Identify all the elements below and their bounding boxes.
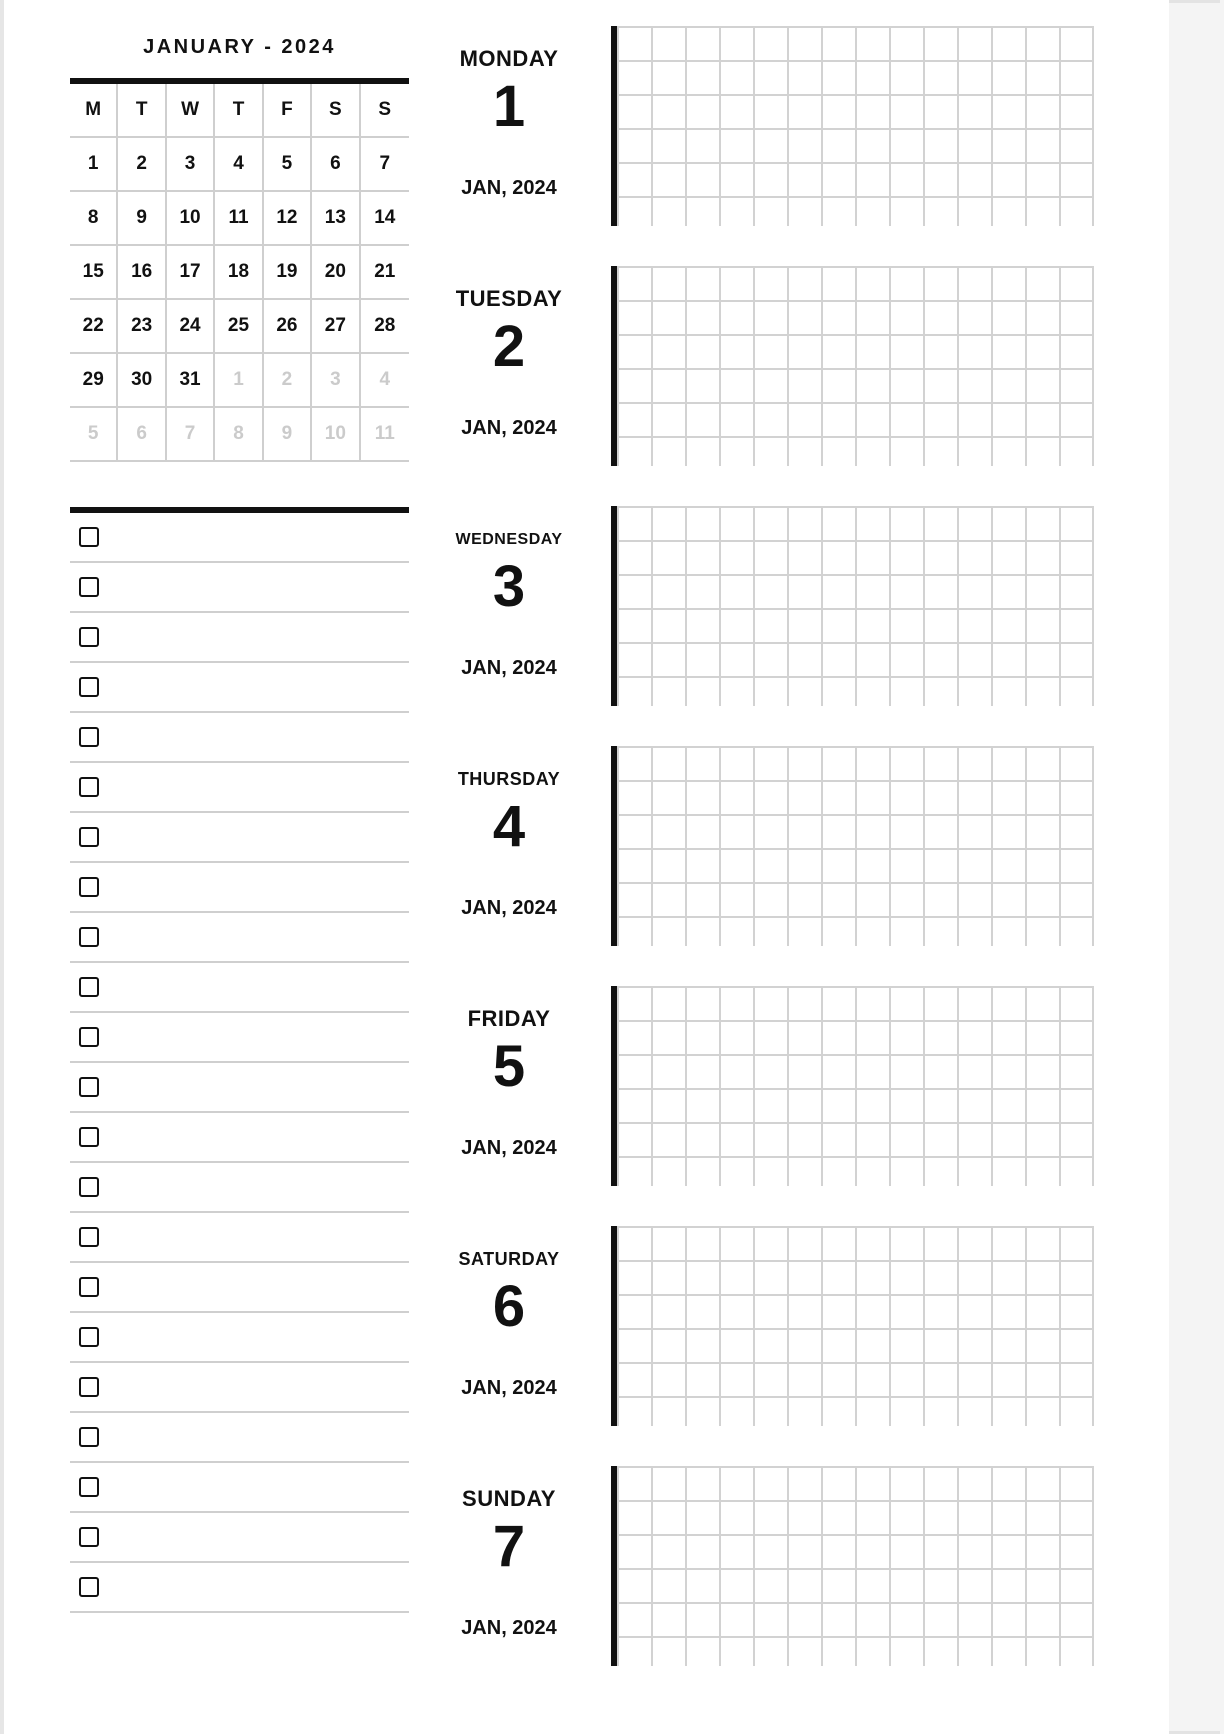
calendar-day: 28 [361,300,409,354]
checkbox-icon[interactable] [79,727,99,747]
calendar-day: 12 [264,192,312,246]
todo-item[interactable] [70,1013,409,1063]
calendar-day: 25 [215,300,263,354]
day-block-thursday [444,746,1094,946]
calendar-day-outside-month: 10 [312,408,360,462]
calendar-day: 27 [312,300,360,354]
day-number: 5 [492,1034,526,1099]
todo-item[interactable] [70,713,409,763]
checkbox-icon[interactable] [79,1527,99,1547]
todo-item[interactable] [70,1113,409,1163]
checkbox-icon[interactable] [79,777,99,797]
day-notes-grid[interactable] [617,746,1094,946]
day-notes-grid[interactable] [617,266,1094,466]
day-month-year: JAN, 2024 [461,1617,557,1639]
weekday-header: F [264,84,312,138]
calendar-day-outside-month: 5 [70,408,118,462]
calendar-day: 5 [264,138,312,192]
checkbox-icon[interactable] [79,1277,99,1297]
day-number: 7 [492,1514,526,1579]
calendar-day: 31 [167,354,215,408]
calendar-day: 8 [70,192,118,246]
calendar-day: 23 [118,300,166,354]
day-number: 4 [492,794,526,859]
calendar-day: 9 [118,192,166,246]
month-calendar-title: JANUARY - 2024 [143,36,336,58]
todo-item[interactable] [70,863,409,913]
weekday-header: S [361,84,409,138]
todo-item[interactable] [70,1513,409,1563]
day-notes-grid[interactable] [617,1226,1094,1426]
day-number: 1 [492,74,526,139]
calendar-day: 21 [361,246,409,300]
day-block-wednesday [444,506,1094,706]
day-block-saturday [444,1226,1094,1426]
checkbox-icon[interactable] [79,1377,99,1397]
calendar-day: 18 [215,246,263,300]
checkbox-icon[interactable] [79,877,99,897]
calendar-day: 13 [312,192,360,246]
calendar-day: 22 [70,300,118,354]
todo-item[interactable] [70,763,409,813]
calendar-day-outside-month: 8 [215,408,263,462]
day-block-tuesday [444,266,1094,466]
calendar-day-outside-month: 7 [167,408,215,462]
todo-item[interactable] [70,663,409,713]
checkbox-icon[interactable] [79,827,99,847]
todo-item[interactable] [70,1263,409,1313]
todo-item[interactable] [70,1063,409,1113]
day-name: FRIDAY [467,1006,551,1031]
calendar-day: 14 [361,192,409,246]
calendar-day: 29 [70,354,118,408]
todo-item[interactable] [70,1163,409,1213]
day-number: 6 [492,1274,526,1339]
day-block-friday [444,986,1094,1186]
weekday-header: T [118,84,166,138]
day-block-monday [444,26,1094,226]
calendar-day: 26 [264,300,312,354]
day-month-year: JAN, 2024 [461,657,557,679]
checkbox-icon[interactable] [79,577,99,597]
weekday-header: W [167,84,215,138]
calendar-day: 17 [167,246,215,300]
todo-item[interactable] [70,1413,409,1463]
checkbox-icon[interactable] [79,1427,99,1447]
day-notes-grid[interactable] [617,986,1094,1186]
day-name: SUNDAY [462,1486,556,1511]
calendar-day-outside-month: 9 [264,408,312,462]
calendar-day: 7 [361,138,409,192]
checkbox-icon[interactable] [79,677,99,697]
checkbox-icon[interactable] [79,1127,99,1147]
checkbox-icon[interactable] [79,1577,99,1597]
todo-item[interactable] [70,563,409,613]
todo-item[interactable] [70,1313,409,1363]
day-month-year: JAN, 2024 [461,897,557,919]
checkbox-icon[interactable] [79,927,99,947]
checkbox-icon[interactable] [79,1027,99,1047]
day-month-year: JAN, 2024 [461,1377,557,1399]
calendar-day: 6 [312,138,360,192]
todo-item[interactable] [70,1463,409,1513]
day-block-sunday [444,1466,1094,1666]
planner-page [4,0,1169,1734]
calendar-day: 16 [118,246,166,300]
todo-item[interactable] [70,513,409,563]
calendar-day: 30 [118,354,166,408]
page-edge-right [1169,0,1224,1734]
day-name: THURSDAY [457,769,561,789]
page-edge-tick-top [1169,0,1220,3]
todo-item[interactable] [70,1563,409,1613]
todo-item[interactable] [70,913,409,963]
todo-item[interactable] [70,963,409,1013]
weekday-header: S [312,84,360,138]
calendar-day: 2 [118,138,166,192]
calendar-day: 1 [70,138,118,192]
calendar-day: 3 [167,138,215,192]
checkbox-icon[interactable] [79,627,99,647]
todo-item[interactable] [70,1363,409,1413]
calendar-day-outside-month: 4 [361,354,409,408]
weekday-header: M [70,84,118,138]
todo-list [70,513,409,1613]
day-notes-grid[interactable] [617,26,1094,226]
todo-item[interactable] [70,813,409,863]
day-name: MONDAY [459,46,559,71]
calendar-day: 24 [167,300,215,354]
calendar-day: 19 [264,246,312,300]
day-month-year: JAN, 2024 [461,177,557,199]
calendar-day-outside-month: 2 [264,354,312,408]
day-name: TUESDAY [455,286,563,311]
checkbox-icon[interactable] [79,1177,99,1197]
checkbox-icon[interactable] [79,1077,99,1097]
todo-item[interactable] [70,613,409,663]
calendar-day-outside-month: 6 [118,408,166,462]
checkbox-icon[interactable] [79,527,99,547]
calendar-day: 15 [70,246,118,300]
checkbox-icon[interactable] [79,977,99,997]
month-calendar [70,84,409,462]
day-number: 2 [492,314,526,379]
weekday-header: T [215,84,263,138]
checkbox-icon[interactable] [79,1477,99,1497]
day-name: SATURDAY [458,1249,560,1269]
checkbox-icon[interactable] [79,1327,99,1347]
todo-item[interactable] [70,1213,409,1263]
calendar-day-outside-month: 3 [312,354,360,408]
day-number: 3 [492,554,526,619]
calendar-day: 10 [167,192,215,246]
day-month-year: JAN, 2024 [461,417,557,439]
day-notes-grid[interactable] [617,1466,1094,1666]
calendar-day: 11 [215,192,263,246]
day-month-year: JAN, 2024 [461,1137,557,1159]
day-name: WEDNESDAY [455,531,563,548]
calendar-day-outside-month: 11 [361,408,409,462]
calendar-day: 20 [312,246,360,300]
calendar-day-outside-month: 1 [215,354,263,408]
day-notes-grid[interactable] [617,506,1094,706]
calendar-day: 4 [215,138,263,192]
checkbox-icon[interactable] [79,1227,99,1247]
